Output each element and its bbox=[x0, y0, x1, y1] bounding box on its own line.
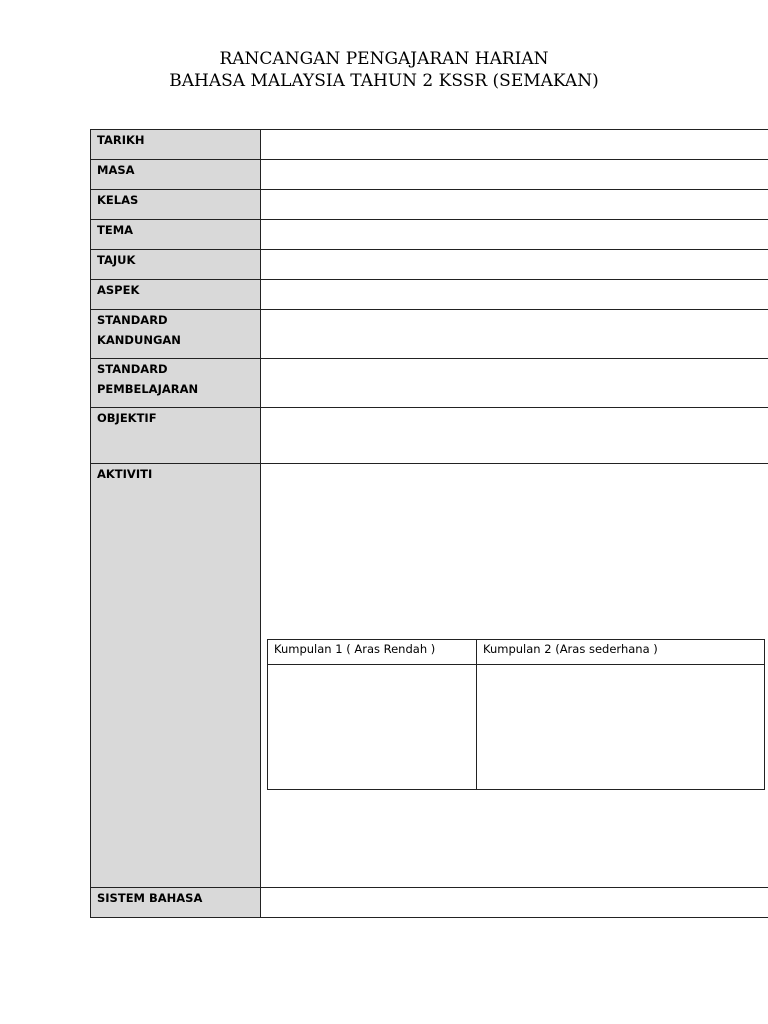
group-body-row bbox=[268, 665, 765, 790]
row-masa bbox=[91, 160, 768, 190]
field-aktiviti[interactable] bbox=[261, 464, 768, 888]
row-standard-pembelajaran bbox=[91, 359, 768, 408]
row-tarikh bbox=[91, 130, 768, 160]
row-sistem-bahasa bbox=[91, 888, 768, 918]
label-standard-pembelajaran: STANDARD PEMBELAJARAN bbox=[91, 359, 261, 408]
field-objektif[interactable] bbox=[261, 408, 768, 464]
label-tema: TEMA bbox=[91, 220, 261, 250]
field-aspek[interactable] bbox=[261, 280, 768, 310]
label-aspek: ASPEK bbox=[91, 280, 261, 310]
field-masa[interactable] bbox=[261, 160, 768, 190]
field-standard-kandungan[interactable] bbox=[261, 310, 768, 359]
row-aspek bbox=[91, 280, 768, 310]
field-tarikh[interactable] bbox=[261, 130, 768, 160]
group1-cell[interactable] bbox=[268, 665, 477, 790]
field-tema[interactable] bbox=[261, 220, 768, 250]
title-line-2: BAHASA MALAYSIA TAHUN 2 KSSR (SEMAKAN) bbox=[169, 71, 599, 91]
field-standard-pembelajaran[interactable] bbox=[261, 359, 768, 408]
row-tajuk bbox=[91, 250, 768, 280]
title-line-1: RANCANGAN PENGAJARAN HARIAN bbox=[219, 49, 549, 69]
label-masa: MASA bbox=[91, 160, 261, 190]
label-kelas: KELAS bbox=[91, 190, 261, 220]
label-tarikh: TARIKH bbox=[91, 130, 261, 160]
row-objektif bbox=[91, 408, 768, 464]
lesson-plan-table bbox=[90, 129, 768, 918]
field-tajuk[interactable] bbox=[261, 250, 768, 280]
document-title bbox=[0, 48, 768, 92]
group-header-row bbox=[268, 640, 765, 665]
group2-header: Kumpulan 2 (Aras sederhana ) bbox=[477, 640, 765, 665]
row-tema bbox=[91, 220, 768, 250]
label-tajuk: TAJUK bbox=[91, 250, 261, 280]
label-sistem-bahasa: SISTEM BAHASA bbox=[91, 888, 261, 918]
group-activity-table bbox=[267, 639, 765, 790]
group2-cell[interactable] bbox=[477, 665, 765, 790]
group1-header: Kumpulan 1 ( Aras Rendah ) bbox=[268, 640, 477, 665]
field-kelas[interactable] bbox=[261, 190, 768, 220]
row-kelas bbox=[91, 190, 768, 220]
row-aktiviti bbox=[91, 464, 768, 888]
label-standard-kandungan: STANDARD KANDUNGAN bbox=[91, 310, 261, 359]
label-objektif: OBJEKTIF bbox=[91, 408, 261, 464]
field-sistem-bahasa[interactable] bbox=[261, 888, 768, 918]
row-standard-kandungan bbox=[91, 310, 768, 359]
label-aktiviti: AKTIVITI bbox=[91, 464, 261, 888]
